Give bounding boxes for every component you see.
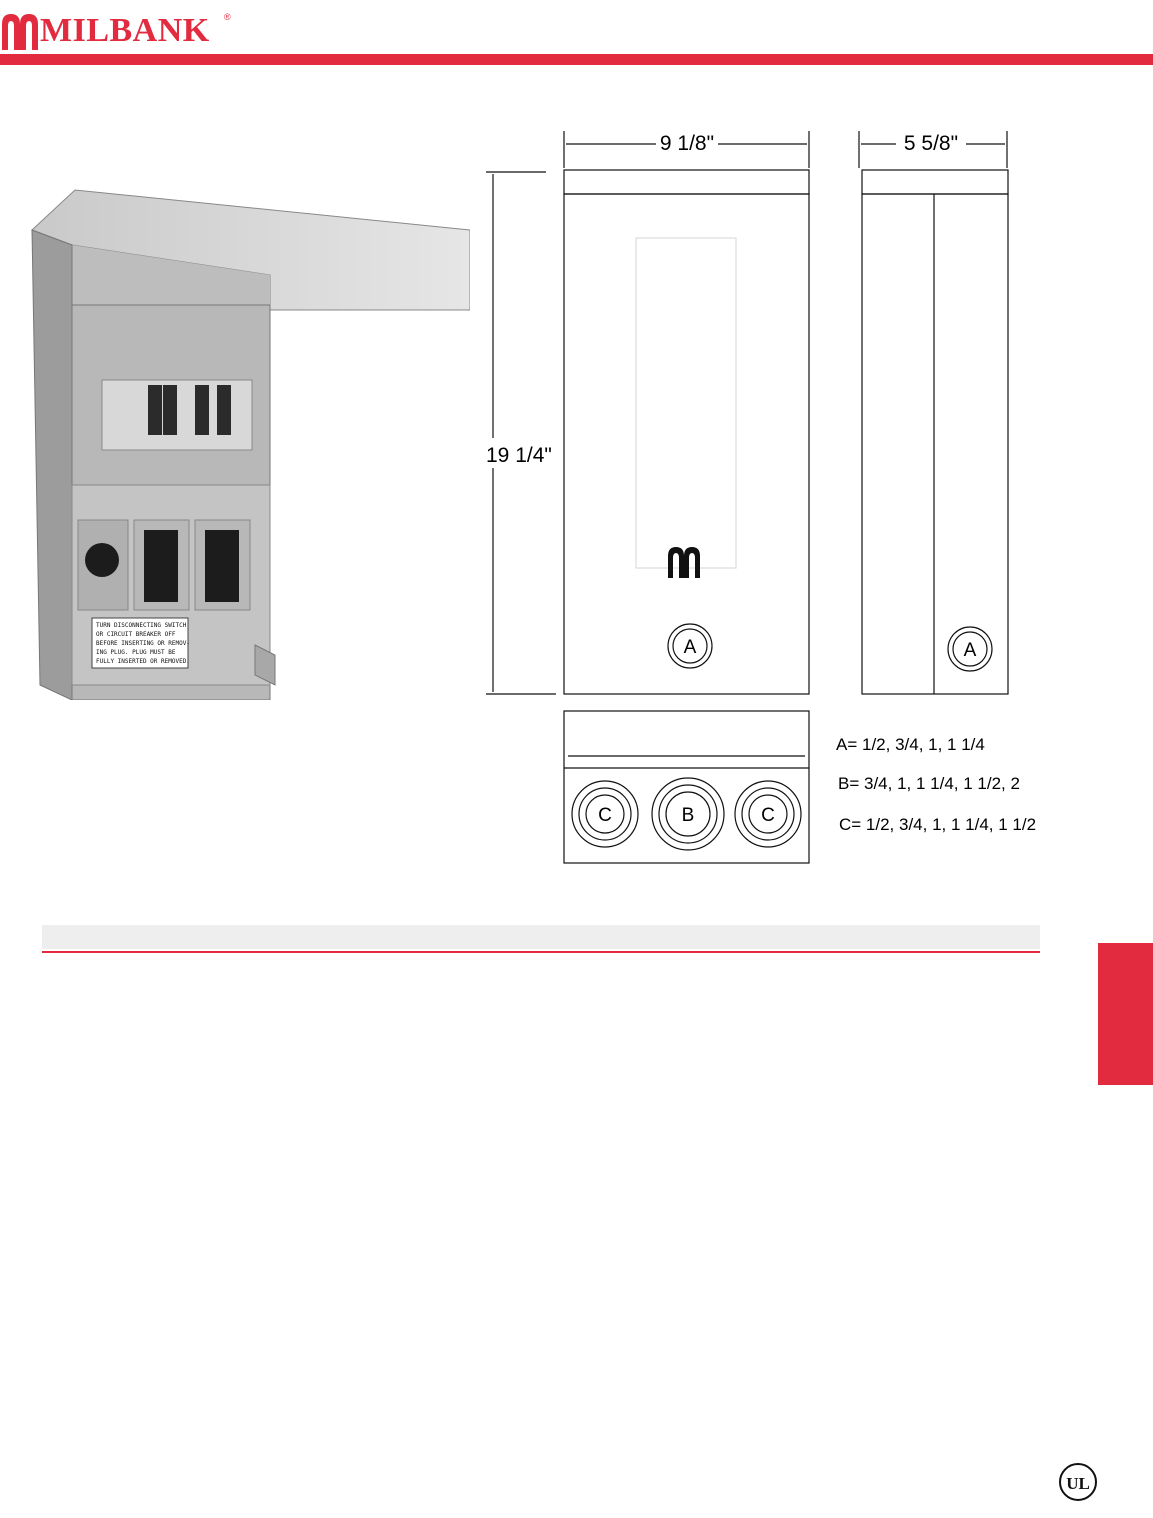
section-rule [42, 951, 1040, 953]
milbank-m-mark-icon [668, 547, 700, 578]
knockout-legend-c: C= 1/2, 3/4, 1, 1 1/4, 1 1/2 [839, 815, 1037, 834]
knockout-legend-b: B= 3/4, 1, 1 1/4, 1 1/2, 2 [838, 774, 1020, 793]
warning-label-line-1: TURN DISCONNECTING SWITCH [96, 622, 187, 629]
header-rule [0, 54, 1153, 65]
bottom-knockout-center: B [681, 805, 695, 826]
ul-listed-icon [1058, 1462, 1098, 1502]
width-dimension: 9 1/8" [659, 132, 715, 155]
side-knockout-label: A [963, 640, 977, 661]
brand-name: MILBANK [40, 12, 210, 49]
ul-mark-text: UL [1066, 1474, 1090, 1493]
section-side-tab [1098, 943, 1153, 1085]
warning-label-line-2: OR CIRCUIT BREAKER OFF [96, 631, 176, 638]
front-knockout-label: A [683, 637, 697, 658]
warning-label-line-4: ING PLUG. PLUG MUST BE [96, 649, 176, 656]
depth-dimension: 5 5/8" [903, 132, 959, 155]
milbank-arches-icon [2, 14, 38, 50]
bottom-knockout-right: C [761, 805, 775, 826]
product-photo [30, 185, 470, 700]
height-dimension: 19 1/4" [486, 444, 552, 467]
section-header-bar [42, 925, 1040, 949]
bottom-knockout-left: C [598, 805, 612, 826]
dimension-drawings [486, 128, 1046, 868]
warning-label-line-5: FULLY INSERTED OR REMOVED. [96, 658, 190, 665]
knockout-legend-a: A= 1/2, 3/4, 1, 1 1/4 [836, 735, 985, 754]
warning-label-line-3: BEFORE INSERTING OR REMOV- [96, 640, 190, 647]
registered-mark: ® [224, 12, 231, 22]
